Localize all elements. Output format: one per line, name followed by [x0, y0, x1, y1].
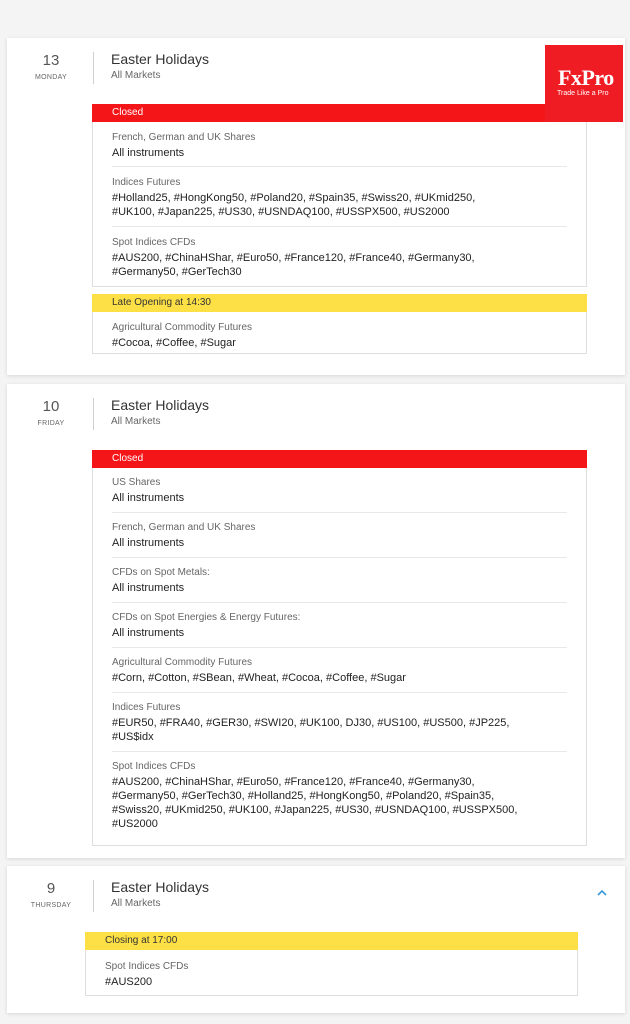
- event-date: [7, 880, 95, 909]
- instrument-group: [105, 961, 558, 989]
- status-bar-late-opening: Late Opening at 14:30: [92, 294, 587, 312]
- event-weekday: FRIDAY: [37, 420, 65, 427]
- group-value: #Swiss20, #UKmid250, #UK100, #Japan225, #US30, #USNDAQ100, #USSPX500,: [112, 804, 518, 816]
- event-card-monday: [7, 38, 625, 375]
- group-value: #AUS200, #ChinaHShar, #Euro50, #France120, #France40, #Germany30,: [112, 776, 475, 788]
- logo-text: FxPro: [558, 65, 614, 90]
- group-value: #Corn, #Cotton, #SBean, #Wheat, #Cocoa, #Coffee, #Sugar: [112, 672, 406, 684]
- event-day: 9: [46, 880, 56, 897]
- instrument-group: [112, 322, 567, 350]
- date-divider: [93, 52, 94, 84]
- group-label: Spot Indices CFDs: [112, 237, 196, 248]
- instrument-group: [112, 657, 567, 685]
- group-label: CFDs on Spot Metals:: [112, 567, 210, 578]
- group-label: Spot Indices CFDs: [105, 961, 189, 972]
- group-value: #Holland25, #HongKong50, #Poland20, #Spain35, #Swiss20, #UKmid250,: [112, 192, 476, 204]
- group-value: #UK100, #Japan225, #US30, #USNDAQ100, #USSPX500, #US2000: [112, 206, 450, 218]
- event-title: Easter Holidays: [111, 51, 210, 67]
- date-divider: [93, 398, 94, 430]
- event-date: [7, 52, 95, 81]
- date-divider: [93, 880, 94, 912]
- instrument-list: [92, 122, 587, 287]
- group-label: US Shares: [112, 477, 161, 488]
- instrument-group: [112, 477, 567, 505]
- event-title: Easter Holidays: [111, 397, 210, 413]
- group-label: Indices Futures: [112, 177, 181, 188]
- instrument-group: [112, 522, 567, 550]
- event-day: 13: [42, 52, 60, 69]
- group-value: All instruments: [112, 147, 185, 159]
- instrument-group: [112, 132, 567, 160]
- group-value: #US$idx: [112, 731, 154, 743]
- event-subtitle: All Markets: [111, 70, 161, 81]
- group-value: #Germany50, #GerTech30: [112, 266, 242, 278]
- instrument-list: [92, 312, 587, 354]
- event-card-thursday: [7, 866, 625, 1013]
- instrument-group: [112, 612, 567, 640]
- instrument-group: [112, 567, 567, 595]
- group-value: All instruments: [112, 537, 185, 549]
- group-label: Indices Futures: [112, 702, 181, 713]
- event-weekday: THURSDAY: [30, 902, 72, 909]
- group-label: French, German and UK Shares: [112, 522, 256, 533]
- status-bar-closed: Closed: [92, 104, 587, 122]
- fxpro-logo: [545, 45, 623, 122]
- group-value: #US2000: [112, 818, 158, 830]
- instrument-group: [112, 177, 567, 219]
- group-label: French, German and UK Shares: [112, 132, 256, 143]
- group-value: All instruments: [112, 492, 185, 504]
- event-card-friday: [7, 384, 625, 858]
- group-label: Agricultural Commodity Futures: [112, 657, 253, 668]
- group-value: #Cocoa, #Coffee, #Sugar: [112, 337, 236, 349]
- instrument-list: [92, 468, 587, 846]
- group-value: #EUR50, #FRA40, #GER30, #SWI20, #UK100, DJ30, #US100, #US500, #JP225,: [112, 717, 510, 729]
- group-divider: [112, 557, 567, 558]
- group-divider: [112, 512, 567, 513]
- group-divider: [112, 692, 567, 693]
- group-divider: [112, 751, 567, 752]
- instrument-list: [85, 950, 578, 996]
- group-value: #Germany50, #GerTech30, #Holland25, #HongKong50, #Poland20, #Spain35,: [112, 790, 495, 802]
- event-title: Easter Holidays: [111, 879, 210, 895]
- status-bar-closing: Closing at 17:00: [85, 932, 578, 950]
- group-value: #AUS200, #ChinaHShar, #Euro50, #France120, #France40, #Germany30,: [112, 252, 475, 264]
- group-label: CFDs on Spot Energies & Energy Futures:: [112, 612, 301, 623]
- event-subtitle: All Markets: [111, 898, 161, 909]
- instrument-group: [112, 761, 567, 831]
- group-value: All instruments: [112, 627, 185, 639]
- logo-tagline: Trade Like a Pro: [557, 90, 609, 97]
- event-subtitle: All Markets: [111, 416, 161, 427]
- group-divider: [112, 226, 567, 227]
- group-value: All instruments: [112, 582, 185, 594]
- group-label: Spot Indices CFDs: [112, 761, 196, 772]
- event-weekday: MONDAY: [34, 74, 67, 81]
- group-label: Agricultural Commodity Futures: [112, 322, 253, 333]
- status-bar-closed: Closed: [92, 450, 587, 468]
- group-value: #AUS200: [105, 976, 153, 988]
- event-day: 10: [42, 398, 60, 415]
- group-divider: [112, 602, 567, 603]
- group-divider: [112, 166, 567, 167]
- event-date: [7, 398, 95, 427]
- chevron-up-icon[interactable]: [596, 888, 608, 898]
- group-divider: [112, 647, 567, 648]
- instrument-group: [112, 702, 567, 744]
- instrument-group: [112, 237, 567, 279]
